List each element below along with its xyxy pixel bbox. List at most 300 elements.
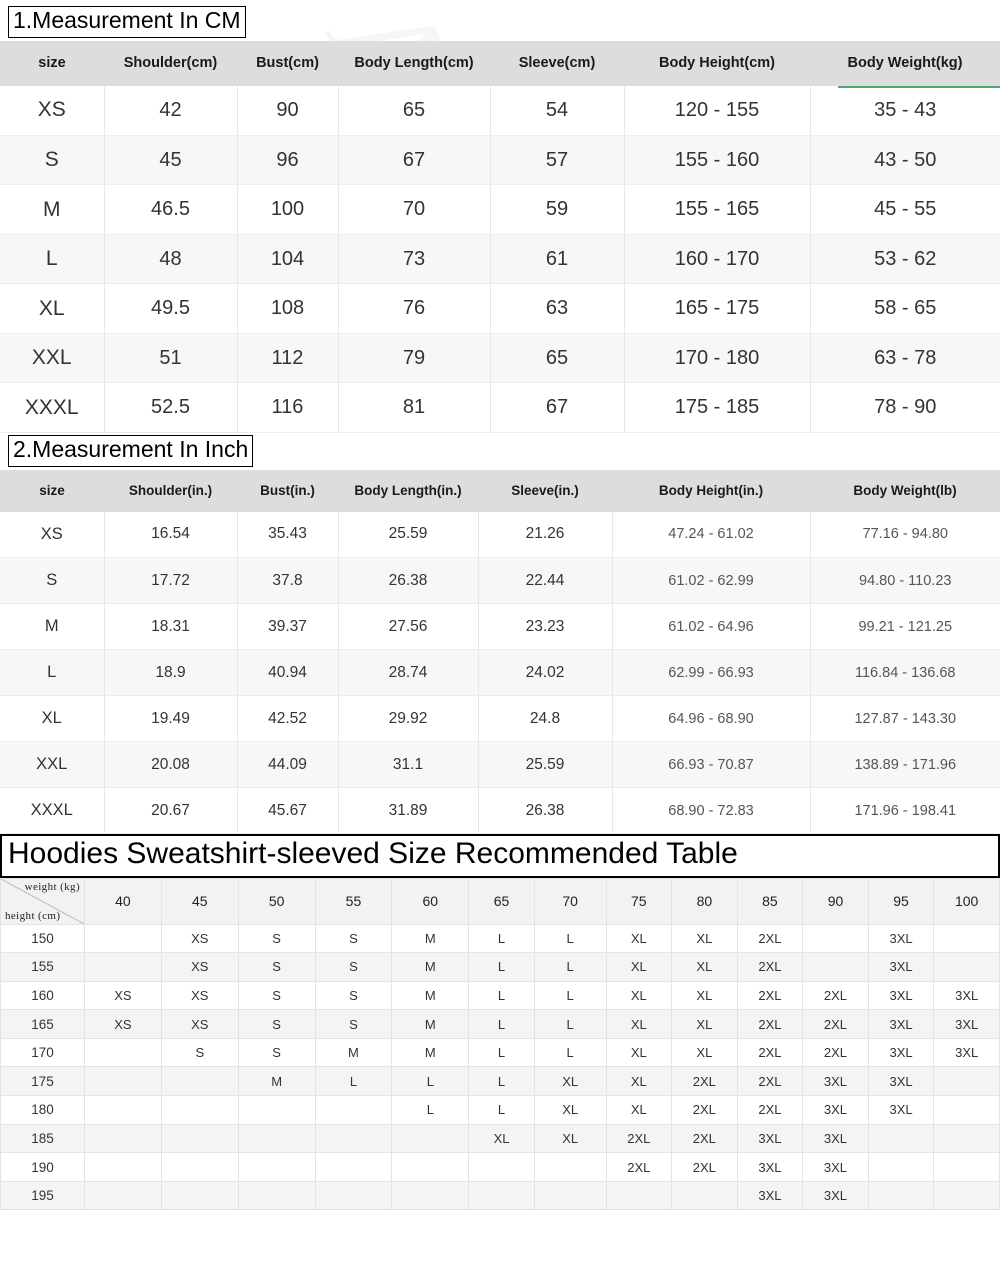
cell: 20.08 [104,742,237,788]
rec-cell: 2XL [803,981,869,1010]
rec-cell: L [469,981,535,1010]
cell: 59 [490,185,624,235]
recommended-title: Hoodies Sweatshirt-sleeved Size Recommended Table [0,834,1000,878]
cell: 171.96 - 198.41 [810,788,1000,834]
cell: 155 - 165 [624,185,810,235]
table-row [0,86,1000,136]
cell: 26.38 [478,788,612,834]
rec-cell [238,1153,315,1182]
rec-cell: XL [606,953,672,982]
cell: 45.67 [237,788,338,834]
rec-cell: XL [672,924,738,953]
table-row [0,512,1000,558]
rec-cell: XS [85,981,162,1010]
cell: 138.89 - 171.96 [810,742,1000,788]
rec-cell [315,1153,392,1182]
rec-cell [606,1181,672,1210]
rec-cell [315,1096,392,1125]
rec-cell: XS [161,953,238,982]
cell: 44.09 [237,742,338,788]
rec-cell: 2XL [737,953,803,982]
rec-cell [85,1067,162,1096]
rec-cell [85,924,162,953]
rec-cell: M [392,981,469,1010]
weight-col-header: 55 [315,878,392,924]
rec-cell: S [315,953,392,982]
cell-size: M [0,604,104,650]
rec-cell: XL [606,924,672,953]
rec-cell: XS [161,924,238,953]
cell: 35.43 [237,512,338,558]
rec-row [1,1181,1000,1210]
cell: 42 [104,86,237,136]
rec-cell [934,1124,1000,1153]
cell: 43 - 50 [810,135,1000,185]
rec-cell [161,1067,238,1096]
rec-cell: L [315,1067,392,1096]
cell: 39.37 [237,604,338,650]
cm-section-title: 1.Measurement In CM [8,6,246,38]
table-row [0,333,1000,383]
col-header: Body Weight(kg) [810,41,1000,86]
cell: 47.24 - 61.02 [612,512,810,558]
rec-cell [868,1124,934,1153]
cell: 63 [490,284,624,334]
cell: 120 - 155 [624,86,810,136]
inch-section-title-wrap [0,433,1000,470]
recommended-size-table [0,878,1000,1211]
weight-col-header: 70 [534,878,606,924]
table-row [0,383,1000,433]
cell: 49.5 [104,284,237,334]
height-row-header: 150 [1,924,85,953]
cell: 94.80 - 110.23 [810,558,1000,604]
table-row [0,234,1000,284]
cell: 61.02 - 62.99 [612,558,810,604]
rec-cell: 2XL [672,1067,738,1096]
measurement-cm-table [0,41,1000,433]
cell: 73 [338,234,490,284]
rec-cell: 3XL [868,953,934,982]
weight-axis-label: weight (kg) [24,880,81,893]
rec-cell: L [469,1038,535,1067]
col-header: Body Weight(lb) [810,470,1000,512]
cell: 18.31 [104,604,237,650]
cell: 19.49 [104,696,237,742]
rec-cell: XL [672,1038,738,1067]
col-header: size [0,470,104,512]
cell: 17.72 [104,558,237,604]
rec-cell: S [161,1038,238,1067]
col-header: Sleeve(cm) [490,41,624,86]
cell: 61.02 - 64.96 [612,604,810,650]
cell: 58 - 65 [810,284,1000,334]
rec-cell [238,1124,315,1153]
cell: 20.67 [104,788,237,834]
rec-cell: M [315,1038,392,1067]
table-row [0,788,1000,834]
rec-cell: 3XL [803,1096,869,1125]
rec-cell: M [392,953,469,982]
cell: 160 - 170 [624,234,810,284]
cell: 64.96 - 68.90 [612,696,810,742]
rec-cell: L [469,924,535,953]
cell: 45 - 55 [810,185,1000,235]
table-row [0,696,1000,742]
weight-col-header: 80 [672,878,738,924]
rec-cell: M [238,1067,315,1096]
rec-cell [85,1096,162,1125]
rec-cell: XL [606,981,672,1010]
rec-row [1,1124,1000,1153]
rec-cell [534,1153,606,1182]
cell: 63 - 78 [810,333,1000,383]
col-header: Bust(in.) [237,470,338,512]
rec-cell [868,1153,934,1182]
rec-cell: 2XL [606,1153,672,1182]
rec-cell [85,1181,162,1210]
cell-size: XXXL [0,788,104,834]
rec-cell: L [469,1096,535,1125]
rec-cell: XL [606,1038,672,1067]
col-header: size [0,41,104,86]
rec-cell: S [238,953,315,982]
rec-cell: 2XL [606,1124,672,1153]
rec-row [1,1038,1000,1067]
rec-cell: XL [534,1096,606,1125]
rec-cell [85,1038,162,1067]
weight-col-header: 100 [934,878,1000,924]
cell: 76 [338,284,490,334]
rec-cell: 2XL [737,1010,803,1039]
cell: 31.1 [338,742,478,788]
table-row [0,558,1000,604]
cell: 31.89 [338,788,478,834]
rec-cell: M [392,1038,469,1067]
rec-cell [534,1181,606,1210]
cell: 78 - 90 [810,383,1000,433]
col-header: Body Length(in.) [338,470,478,512]
cell: 22.44 [478,558,612,604]
rec-cell [315,1181,392,1210]
rec-cell: XL [606,1010,672,1039]
rec-cell [934,924,1000,953]
rec-cell: XL [672,981,738,1010]
cell: 67 [338,135,490,185]
rec-cell: L [534,953,606,982]
table-row [0,604,1000,650]
height-row-header: 195 [1,1181,85,1210]
table-row [0,185,1000,235]
rec-cell: 2XL [803,1038,869,1067]
rec-cell [85,953,162,982]
cell-size: XS [0,512,104,558]
table-row [0,650,1000,696]
rec-cell [85,1153,162,1182]
rec-cell: 3XL [803,1124,869,1153]
rec-cell: XS [161,981,238,1010]
rec-header-row [1,878,1000,924]
cell: 70 [338,185,490,235]
cell: 104 [237,234,338,284]
rec-cell [161,1096,238,1125]
rec-cell: XL [534,1124,606,1153]
rec-cell: S [238,1038,315,1067]
rec-cell [934,1153,1000,1182]
rec-cell: S [238,1010,315,1039]
table-row [0,742,1000,788]
rec-cell: 3XL [803,1181,869,1210]
cell: 90 [237,86,338,136]
rec-cell: 2XL [672,1124,738,1153]
rec-row [1,924,1000,953]
rec-cell [392,1181,469,1210]
rec-cell: 3XL [934,1038,1000,1067]
rec-cell: S [238,981,315,1010]
cell: 108 [237,284,338,334]
cell-size: M [0,185,104,235]
rec-cell: S [315,924,392,953]
rec-cell [672,1181,738,1210]
rec-cell: 3XL [737,1153,803,1182]
rec-cell: 3XL [934,981,1000,1010]
rec-cell [469,1181,535,1210]
rec-cell [934,1067,1000,1096]
rec-cell: L [392,1067,469,1096]
cell: 116.84 - 136.68 [810,650,1000,696]
cell: 77.16 - 94.80 [810,512,1000,558]
cell-size: S [0,135,104,185]
rec-cell: L [469,1010,535,1039]
rec-cell: 2XL [737,1038,803,1067]
cell: 62.99 - 66.93 [612,650,810,696]
cell: 21.26 [478,512,612,558]
rec-cell [85,1124,162,1153]
cell-size: L [0,650,104,696]
rec-cell [161,1124,238,1153]
weight-col-header: 95 [868,878,934,924]
weight-col-header: 40 [85,878,162,924]
cell: 35 - 43 [810,86,1000,136]
cell: 18.9 [104,650,237,696]
accent-line [838,86,1000,88]
col-header: Bust(cm) [237,41,338,86]
cell: 54 [490,86,624,136]
cell: 51 [104,333,237,383]
cell: 23.23 [478,604,612,650]
cell: 79 [338,333,490,383]
cell: 40.94 [237,650,338,696]
height-axis-label: height (cm) [5,909,61,922]
measurement-inch-table [0,470,1000,835]
rec-cell [315,1124,392,1153]
rec-cell: S [315,981,392,1010]
rec-cell: 2XL [737,1096,803,1125]
rec-cell [934,953,1000,982]
table-row [0,135,1000,185]
col-header: Shoulder(cm) [104,41,237,86]
rec-cell [934,1096,1000,1125]
rec-cell: L [534,1010,606,1039]
cm-table-wrap [0,41,1000,433]
col-header: Shoulder(in.) [104,470,237,512]
height-row-header: 185 [1,1124,85,1153]
col-header: Body Height(in.) [612,470,810,512]
rec-cell: 3XL [803,1067,869,1096]
rec-cell [469,1153,535,1182]
rec-cell: XL [606,1096,672,1125]
cell: 155 - 160 [624,135,810,185]
cell: 67 [490,383,624,433]
table-row [0,284,1000,334]
cell-size: XXL [0,333,104,383]
rec-cell: XL [672,953,738,982]
weight-col-header: 45 [161,878,238,924]
cell: 112 [237,333,338,383]
rec-cell: 3XL [868,1067,934,1096]
rec-cell: 3XL [868,981,934,1010]
cell: 81 [338,383,490,433]
rec-row [1,1067,1000,1096]
cell: 165 - 175 [624,284,810,334]
col-header: Sleeve(in.) [478,470,612,512]
rec-cell: S [238,924,315,953]
rec-cell [161,1153,238,1182]
rec-cell: 2XL [803,1010,869,1039]
cell-size: L [0,234,104,284]
cell: 68.90 - 72.83 [612,788,810,834]
weight-col-header: 75 [606,878,672,924]
rec-cell: 3XL [868,1038,934,1067]
rec-cell [934,1181,1000,1210]
cell: 28.74 [338,650,478,696]
rec-cell: 3XL [868,1096,934,1125]
cell: 16.54 [104,512,237,558]
cell: 42.52 [237,696,338,742]
weight-col-header: 85 [737,878,803,924]
rec-row [1,1153,1000,1182]
rec-cell: 3XL [737,1124,803,1153]
rec-cell: 2XL [672,1153,738,1182]
rec-cell: L [534,924,606,953]
rec-cell: 3XL [868,1010,934,1039]
rec-cell: 3XL [868,924,934,953]
height-row-header: 170 [1,1038,85,1067]
table-header-row [0,41,1000,86]
cell: 48 [104,234,237,284]
cell: 53 - 62 [810,234,1000,284]
rec-cell: L [392,1096,469,1125]
rec-cell [803,953,869,982]
rec-cell: XL [606,1067,672,1096]
rec-cell [392,1124,469,1153]
cell: 61 [490,234,624,284]
cell: 24.02 [478,650,612,696]
height-row-header: 160 [1,981,85,1010]
cell: 57 [490,135,624,185]
rec-cell: 2XL [737,981,803,1010]
cell-size: XS [0,86,104,136]
rec-cell: L [469,953,535,982]
rec-cell: 3XL [803,1153,869,1182]
table-header-row [0,470,1000,512]
cell: 99.21 - 121.25 [810,604,1000,650]
height-row-header: 180 [1,1096,85,1125]
cell: 24.8 [478,696,612,742]
col-header: Body Length(cm) [338,41,490,86]
rec-cell: 2XL [737,924,803,953]
rec-cell: 3XL [934,1010,1000,1039]
cell: 29.92 [338,696,478,742]
rec-row [1,953,1000,982]
cell: 27.56 [338,604,478,650]
cell: 46.5 [104,185,237,235]
rec-cell [238,1096,315,1125]
rec-row [1,981,1000,1010]
rec-cell: XS [161,1010,238,1039]
rec-cell: XL [534,1067,606,1096]
cell: 100 [237,185,338,235]
rec-cell: S [315,1010,392,1039]
weight-col-header: 50 [238,878,315,924]
cell: 25.59 [338,512,478,558]
rec-cell: 3XL [737,1181,803,1210]
height-row-header: 190 [1,1153,85,1182]
rec-cell [803,924,869,953]
cell: 170 - 180 [624,333,810,383]
rec-cell: L [469,1067,535,1096]
rec-cell [161,1181,238,1210]
rec-cell [238,1181,315,1210]
inch-section-title: 2.Measurement In Inch [8,435,253,467]
rec-cell [392,1153,469,1182]
cell: 26.38 [338,558,478,604]
weight-col-header: 60 [392,878,469,924]
cell: 45 [104,135,237,185]
cell-size: XXL [0,742,104,788]
cell-size: S [0,558,104,604]
cell-size: XXXL [0,383,104,433]
rec-cell: 2XL [737,1067,803,1096]
rec-cell [868,1181,934,1210]
rec-cell: M [392,1010,469,1039]
cell: 37.8 [237,558,338,604]
weight-col-header: 90 [803,878,869,924]
axis-corner-cell [1,878,85,924]
rec-cell: XS [85,1010,162,1039]
cell: 65 [338,86,490,136]
rec-row [1,1010,1000,1039]
cell: 116 [237,383,338,433]
rec-cell: L [534,981,606,1010]
height-row-header: 155 [1,953,85,982]
cell: 127.87 - 143.30 [810,696,1000,742]
rec-cell: XL [672,1010,738,1039]
rec-cell: M [392,924,469,953]
height-row-header: 175 [1,1067,85,1096]
cell-size: XL [0,696,104,742]
cell: 175 - 185 [624,383,810,433]
cell: 66.93 - 70.87 [612,742,810,788]
cell: 96 [237,135,338,185]
cell: 52.5 [104,383,237,433]
height-row-header: 165 [1,1010,85,1039]
rec-cell: XL [469,1124,535,1153]
col-header: Body Height(cm) [624,41,810,86]
cell-size: XL [0,284,104,334]
cell: 65 [490,333,624,383]
weight-col-header: 65 [469,878,535,924]
